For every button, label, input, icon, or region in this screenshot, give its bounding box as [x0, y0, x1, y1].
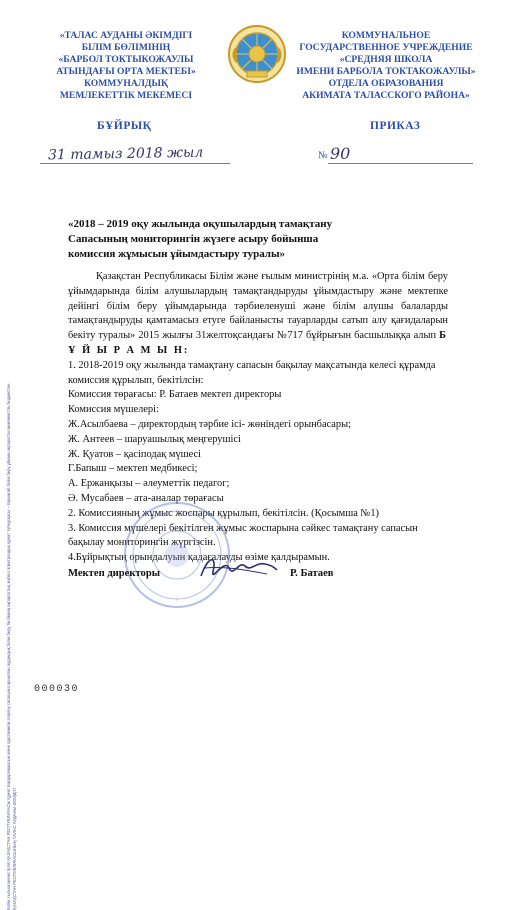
header-left-line: БІЛІМ БӨЛІМІНІҢ	[81, 42, 171, 53]
header-left-kz	[36, 30, 216, 102]
body-line: Комиссия төрағасы: Р. Батаев мектеп директоры	[68, 389, 282, 401]
body-line: Ж. Қуатов – қасіподақ мүшесі	[68, 448, 202, 460]
order-title-kz: БҰЙРЫҚ	[97, 120, 152, 132]
intro-text: Қазақстан Республикасы Білім және ғылым министрінің м.а. «Орта білім беру ұйымдарында білім алушылардың тамақтандыруды ұйымдастыру және мектепке дейінгі білім беру ұйымдарында тәрбиеленуші және білім алушы балаларды тамақтандыруды қамтамасыз етуге байланысты тауарларды сатып алу қағидаларын бекіту туралы» 2015 жылғы 31желтоқсандағы №717 бұйрығын басшылыққа алып	[68, 271, 448, 342]
body-line: 1. 2018-2019 оқу жылында тамақтану сапасын бақылау мақсатында келесі құрамда комиссия құрылып, бекітілсін:	[68, 359, 436, 386]
title-line: Сапасының мониторингін жүзеге асыру бойынша	[68, 233, 319, 245]
header-left-line: МЕМЛЕКЕТТІК МЕКЕМЕСІ	[59, 90, 193, 101]
date-underline	[40, 163, 230, 164]
body-line: Ж.Асылбаева – директордың тәрбие ісі- жөніндегі орынбасары;	[68, 418, 351, 430]
header-left-line: КОММУНАЛДЫҚ	[84, 78, 168, 89]
title-line: комиссия жұмысын ұйымдастыру туралы»	[68, 248, 286, 260]
signer-name: Р. Батаев	[290, 568, 334, 579]
body-line: 2. Комиссияның жұмыс жоспары құрылып, бекітілсін. (Қосымша №1)	[68, 507, 379, 519]
order-word: Б Ұ Й Ы Р А М Ы Н:	[68, 330, 448, 356]
header-right-line: ГОСУДАРСТВЕННОЕ УЧРЕЖДЕНИЕ	[299, 42, 473, 53]
body-line: 4.Бұйрықтың орындалуын қадағалауды өзіме қалдырамын.	[68, 552, 330, 564]
header-right-line: ИМЕНИ БАРБОЛА ТОКТАКОЖАУЛЫ»	[296, 66, 476, 77]
header-left-line: «БАРБОЛ ТОКТЫКОЖАУЛЫ	[58, 54, 194, 65]
body-line: 3. Комиссия мүшелері бекітілген жұмыс жоспарына сәйкес тамақтану сапасын бақылау мониторингін жүргізсін.	[68, 522, 418, 549]
title-line: «2018 – 2019 оқу жылында оқушылардың тамақтану	[68, 218, 333, 230]
number-label: №	[318, 150, 328, 161]
body-intro	[68, 270, 448, 359]
header-left-line: «ТАЛАС АУДАНЫ ӘКІМДІГІ	[59, 30, 193, 41]
document-title	[68, 217, 418, 262]
body-line: Ж. Антеев – шаруашылық меңгерушісі	[68, 433, 241, 445]
header-left-line: АТЫНДАҒЫ ОРТА МЕКТЕБІ»	[56, 66, 196, 77]
body-line: Комиссия мүшелері:	[68, 404, 159, 416]
serial-number: 000030	[34, 684, 80, 695]
header-right-line: ОТДЕЛА ОБРАЗОВАНИЯ	[328, 78, 444, 89]
number-underline	[328, 163, 473, 164]
header-right-line: АКИМАТА ТАЛАССКОГО РАЙОНА»	[302, 90, 470, 101]
header-right-ru	[292, 30, 480, 102]
body-line: Ә. Мусабаев – ата-аналар төрағасы	[68, 492, 224, 504]
signer-title: Мектеп директоры	[68, 568, 161, 579]
handwritten-number: 90	[330, 144, 351, 163]
header-right-line: КОММУНАЛЬНОЕ	[341, 30, 431, 41]
state-emblem-icon	[227, 24, 287, 84]
header-right-line: «СРЕДНЯЯ ШКОЛА	[339, 54, 433, 65]
handwritten-signature-icon	[195, 548, 280, 588]
body-line: Г.Бапыш – мектеп медбикесі;	[68, 463, 198, 475]
body-line: А. Ержанқызы – әлеуметтік педагог;	[68, 478, 230, 490]
order-title-ru: ПРИКАЗ	[370, 120, 421, 132]
handwritten-date: 31 тамыз 2018 жыл	[47, 144, 204, 164]
side-margin-text: Білім, ғылым министрлігі ҚАЗАҚСТАН РЕСПУБЛИКАСЫ Құжат Бағдарламасын және әдістемелік әзірлеу сапасына арналған аудандық білім беру бөлімінің ақпараттық жүйесі электрондық құжат түпнұсқасы – Бірыңғай білім беру ұйымы ақпаратты мемлекеттік бюджеттен ҚАЗАҚСТАН РЕСПУБЛИКАСЫНЫҢ ТАЛАС АУДАНЫ ӘКІМДІГІ	[6, 383, 17, 910]
